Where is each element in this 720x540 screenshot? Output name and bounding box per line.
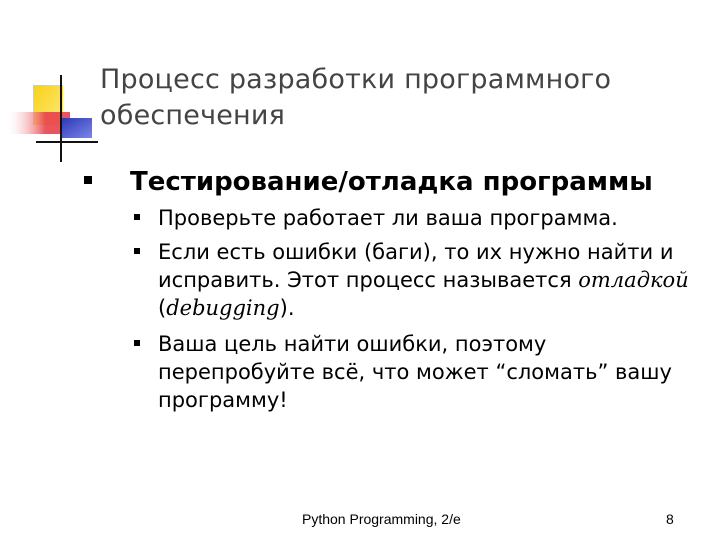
footer-text: Python Programming, 2/e <box>302 511 461 527</box>
page-number: 8 <box>666 511 674 527</box>
sub-bullet-1-text: Проверьте работает ли ваша программа. <box>158 206 618 230</box>
bullet-square-icon <box>134 340 140 346</box>
bullet-square-icon <box>84 176 92 184</box>
heading-bullet <box>84 165 684 199</box>
slide-title <box>100 62 680 134</box>
bullet-square-icon <box>134 248 140 254</box>
term-otladka: отладкой <box>578 268 689 292</box>
bullet-square-icon <box>134 214 140 220</box>
sub-bullet-3-line2: перепробуйте всё, что может “сломать” вашу <box>158 360 672 384</box>
sub-bullet-2-line2: исправить. Этот процесс называется отладкой <box>158 268 689 292</box>
sub-bullet-3-line1: Ваша цель найти ошибки, поэтому <box>158 332 547 356</box>
sub-bullet-2-line1: Если есть ошибки (баги), то их нужно найти и <box>158 240 674 264</box>
decorative-corner-graphic <box>0 0 100 170</box>
sub-bullet-2-line3: (debugging). <box>158 296 295 320</box>
sub-bullet-3-line3: программу! <box>158 388 288 412</box>
slide-title-line2: обеспечения <box>100 100 286 131</box>
heading-text: Тестирование/отладка программы <box>130 167 653 197</box>
slide-title-line1: Процесс разработки программного <box>100 64 612 95</box>
term-debugging: debugging <box>166 296 280 320</box>
deco-blue-square <box>60 118 92 138</box>
